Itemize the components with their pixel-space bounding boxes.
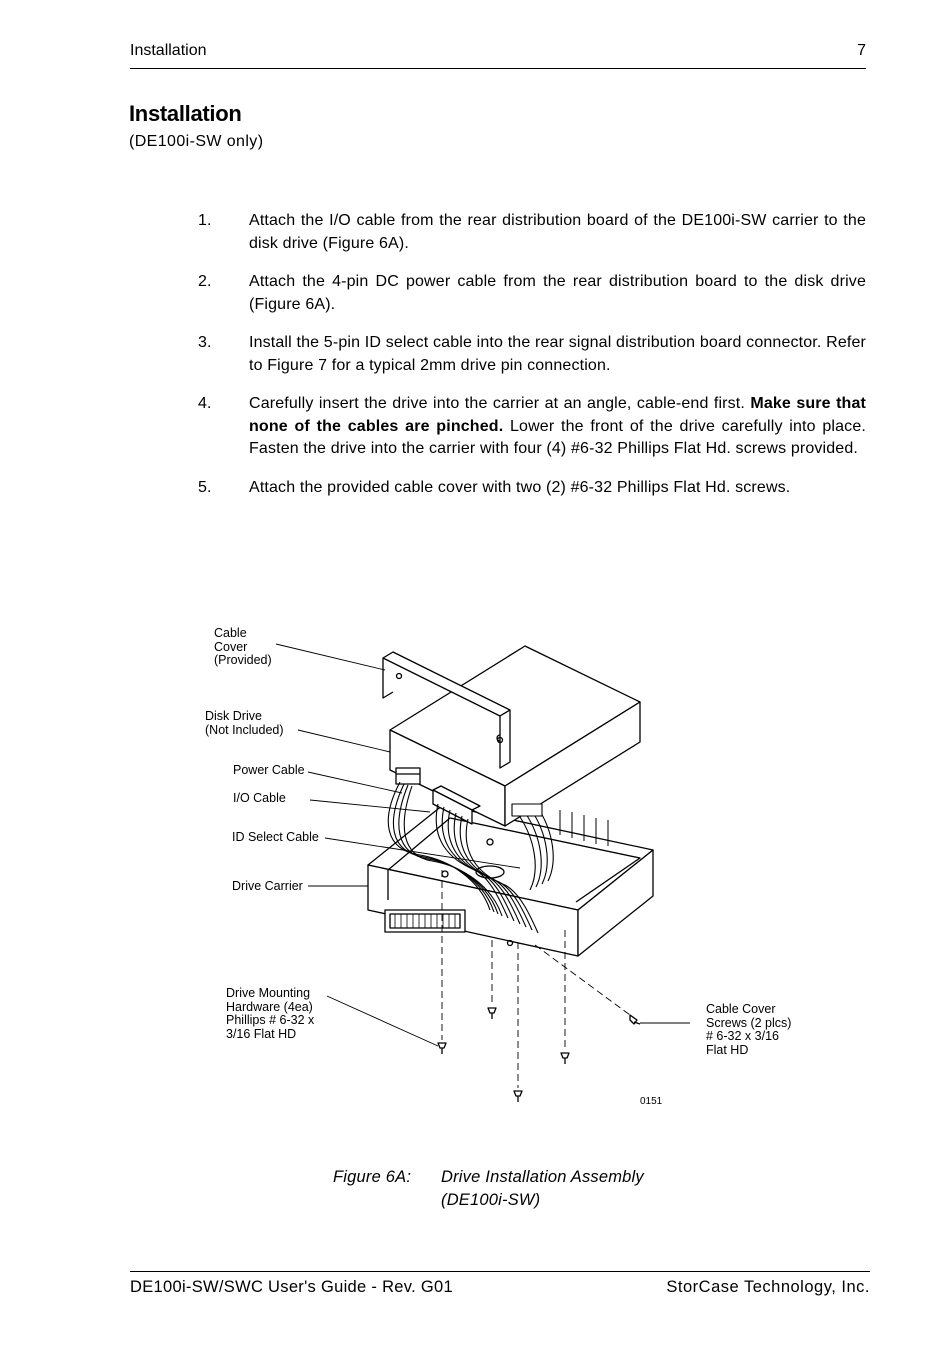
label-line: (Provided) <box>214 653 272 667</box>
caption-label: Figure 6A: <box>333 1168 412 1186</box>
page-number: 7 <box>857 42 866 59</box>
label-line: 3/16 Flat HD <box>226 1026 297 1041</box>
page-subtitle: (DE100i-SW only) <box>129 133 264 150</box>
step-number: 4. <box>198 395 212 412</box>
label-line: Phillips # 6-32 x <box>226 1013 315 1027</box>
label-line: Drive Mounting <box>226 986 311 1000</box>
installation-steps <box>198 210 866 515</box>
step-text: Install the 5-pin ID select cable into the rear signal distribution board connector. Refer to Figure 7 for a typical 2mm drive pin connection. <box>249 334 866 374</box>
label-line: (Not Included) <box>205 722 284 737</box>
label-line: Cable <box>214 626 247 640</box>
label-cover-screws <box>706 1003 791 1057</box>
step-number: 2. <box>198 273 212 290</box>
label-disk-drive <box>205 710 284 737</box>
caption-subtitle: (DE100i-SW) <box>441 1190 541 1209</box>
step-text <box>249 395 866 457</box>
mounting-screws <box>438 1008 640 1102</box>
header-section: Installation <box>130 42 207 59</box>
label-power-cable: Power Cable <box>233 763 305 777</box>
step-number: 1. <box>198 212 212 229</box>
step-item <box>198 393 866 461</box>
label-line: Flat HD <box>706 1042 749 1057</box>
footer-company: StorCase Technology, Inc. <box>666 1278 870 1296</box>
label-mounting-hardware <box>226 987 314 1041</box>
step-number: 3. <box>198 334 212 351</box>
step-item <box>198 477 866 500</box>
footer-guide-title: DE100i-SW/SWC User's Guide - Rev. G01 <box>130 1278 453 1296</box>
label-line: # 6-32 x 3/16 <box>706 1029 779 1043</box>
drive-assembly-drawing <box>190 610 690 1120</box>
step-warning: Make sure that none of the cables are pinched. <box>249 395 867 435</box>
page-header <box>130 42 866 69</box>
figure-caption <box>333 1166 644 1211</box>
power-connector-shape <box>396 768 420 784</box>
label-line: Disk Drive <box>205 709 262 723</box>
figure-code: 0151 <box>640 1096 663 1107</box>
figure-6a <box>190 610 792 1120</box>
step-text-part: Carefully insert the drive into the carrier at an angle, cable-end first. <box>249 395 751 412</box>
label-line: Cable Cover <box>706 1002 776 1016</box>
page-footer <box>130 1271 870 1296</box>
step-text-part: Lower the front of the drive carefully into place. Fasten the drive into the carrier with four (4) #6-32 Phillips Flat Hd. screws provided. <box>249 417 866 457</box>
label-id-select-cable: ID Select Cable <box>232 830 319 844</box>
label-io-cable: I/O Cable <box>233 791 286 805</box>
step-item <box>198 332 866 377</box>
page-title: Installation <box>129 101 242 126</box>
caption-title: Drive Installation Assembly <box>441 1168 644 1186</box>
label-line: Hardware (4ea) <box>226 999 313 1014</box>
step-text: Attach the provided cable cover with two (2) #6-32 Phillips Flat Hd. screws. <box>249 478 791 496</box>
label-line: Cover <box>214 639 248 654</box>
step-number: 5. <box>198 478 212 496</box>
label-cable-cover <box>214 627 272 668</box>
drive-carrier-shape <box>368 805 653 956</box>
step-text: Attach the 4-pin DC power cable from the rear distribution board to the disk drive (Figure 6A). <box>249 273 866 313</box>
step-text: Attach the I/O cable from the rear distribution board of the DE100i-SW carrier to the disk drive (Figure 6A). <box>249 212 866 252</box>
step-item <box>198 271 866 316</box>
step-item <box>198 210 866 255</box>
label-drive-carrier: Drive Carrier <box>232 879 303 893</box>
label-line: Screws (2 plcs) <box>706 1015 792 1030</box>
